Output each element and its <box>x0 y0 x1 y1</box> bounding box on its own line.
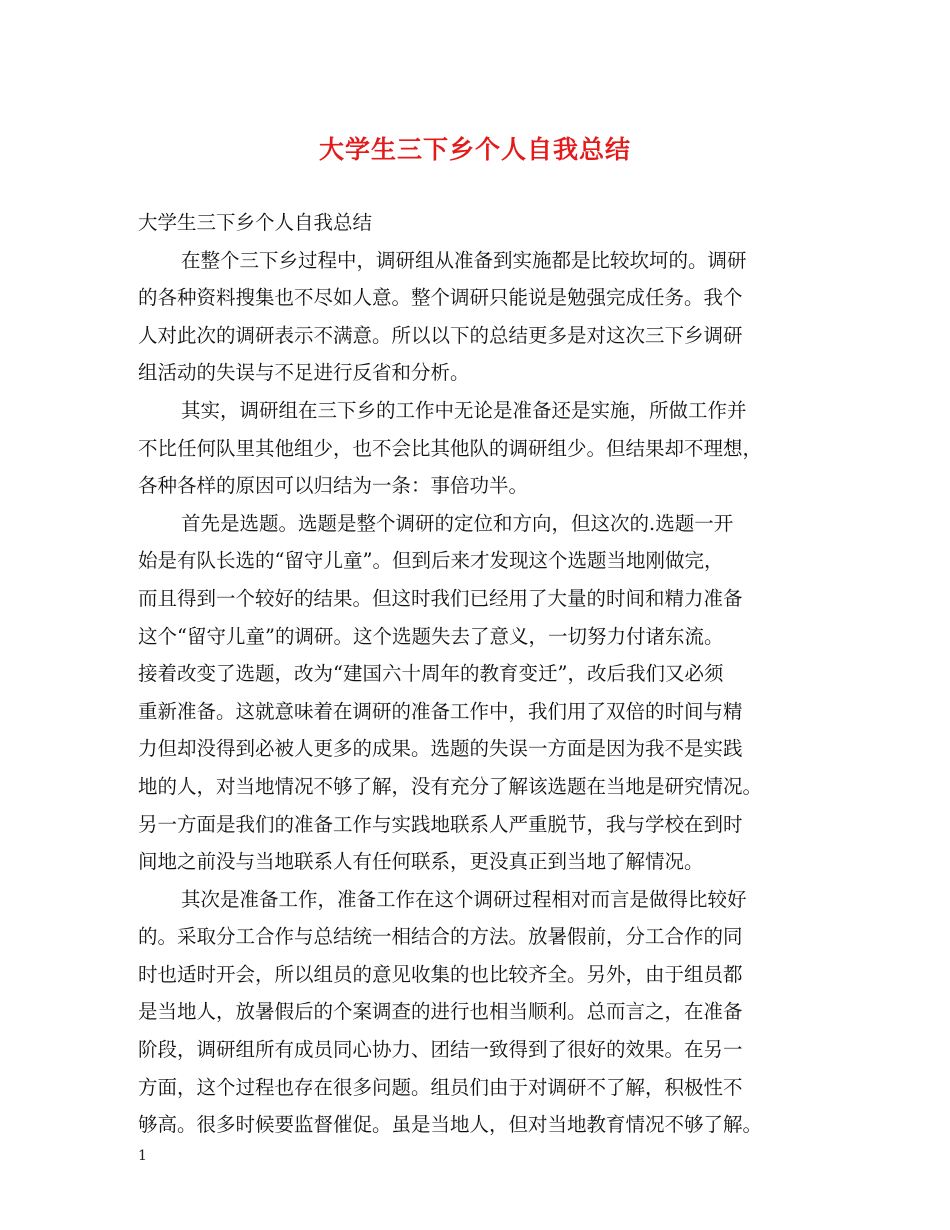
body-text-line: 组活动的失误与不足进行反省和分析。 <box>138 361 470 385</box>
body-text-line: 不比任何队里其他组少，也不会比其他队的调研组少。但结果却不理想， <box>138 436 763 460</box>
body-text-line: 另一方面是我们的准备工作与实践地联系人严重脱节，我与学校在到时 <box>138 812 743 836</box>
body-text-line: 的各种资料搜集也不尽如人意。整个调研只能说是勉强完成任务。我个 <box>138 286 743 310</box>
page-number: 1 <box>138 1148 147 1164</box>
body-text-line: 阶段，调研组所有成员同心协力、团结一致得到了很好的效果。在另一 <box>138 1038 743 1062</box>
body-text-line: 首先是选题。选题是整个调研的定位和方向，但这次的.选题一开 <box>181 511 734 535</box>
body-text-line: 各种各样的原因可以归结为一条：事倍功半。 <box>138 474 529 498</box>
body-text-line: 的。采取分工合作与总结统一相结合的方法。放暑假前，分工合作的同 <box>138 925 743 949</box>
body-text-line: 这个“留守儿童”的调研。这个选题失去了意义，一切努力付诸东流。 <box>138 624 724 648</box>
body-text-line: 始是有队长选的“留守儿童”。但到后来才发现这个选题当地刚做完， <box>138 549 724 573</box>
body-text-line: 方面，这个过程也存在很多问题。组员们由于对调研不了解，积极性不 <box>138 1075 743 1099</box>
document-subtitle-line: 大学生三下乡个人自我总结 <box>138 211 373 234</box>
body-text-line: 重新准备。这就意味着在调研的准备工作中，我们用了双倍的时间与精 <box>138 699 743 723</box>
body-text-line: 力但却没得到必被人更多的成果。选题的失误一方面是因为我不是实践 <box>138 737 743 761</box>
body-text-line: 接着改变了选题，改为“建国六十周年的教育变迁”，改后我们又必须 <box>138 662 724 686</box>
body-text-line: 间地之前没与当地联系人有任何联系，更没真正到当地了解情况。 <box>138 850 704 874</box>
body-text-line: 在整个三下乡过程中，调研组从准备到实施都是比较坎坷的。调研 <box>181 248 747 272</box>
body-text-line: 够高。很多时候要监督催促。虽是当地人，但对当地教育情况不够了解。 <box>138 1113 763 1137</box>
body-text-line: 地的人，对当地情况不够了解，没有充分了解该选题在当地是研究情况。 <box>138 774 763 798</box>
body-text-line: 是当地人，放暑假后的个案调查的进行也相当顺利。总而言之，在准备 <box>138 1000 743 1024</box>
body-text-line: 时也适时开会，所以组员的意见收集的也比较齐全。另外，由于组员都 <box>138 962 743 986</box>
document-title: 大学生三下乡个人自我总结 <box>318 135 631 164</box>
body-text-line: 其实，调研组在三下乡的工作中无论是准备还是实施，所做工作并 <box>181 398 747 422</box>
body-text-line: 而且得到一个较好的结果。但这时我们已经用了大量的时间和精力准备 <box>138 586 743 610</box>
document-body <box>138 204 814 1144</box>
body-text-line: 人对此次的调研表示不满意。所以以下的总结更多是对这次三下乡调研 <box>138 323 743 347</box>
body-text-line: 其次是准备工作，准备工作在这个调研过程相对而言是做得比较好 <box>181 887 747 911</box>
